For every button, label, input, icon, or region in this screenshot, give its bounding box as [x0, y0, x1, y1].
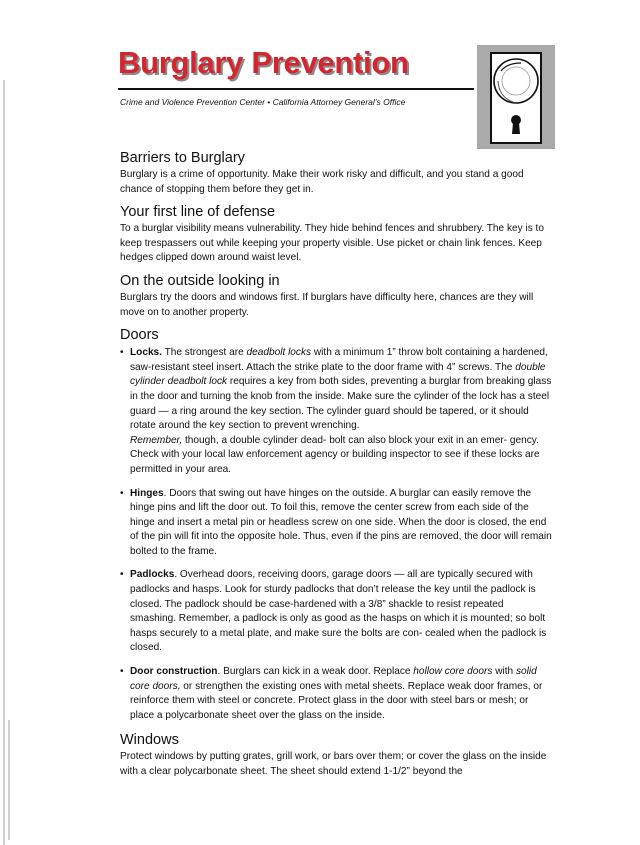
locks-italic-double-cylinder: double cylinder deadbolt lock — [130, 361, 546, 388]
construction-lead: Door construction — [130, 666, 218, 678]
locks-note-italic: Remember, — [130, 434, 183, 446]
article-body — [120, 150, 552, 787]
paragraph-barriers: Burglary is a crime of opportunity. Make their work risky and difficult, and you stand a good chance of stopping them before they get in. — [120, 169, 524, 195]
door-knob-lock-illustration — [477, 45, 555, 149]
locks-text-2: with a minimum 1” throw bolt containing a hardened, saw-resistant steel insert. Attach the strike plate to the door frame with 4” screws. The — [130, 347, 548, 373]
heading-doors: Doors — [120, 327, 159, 344]
scan-left-edge-lower — [8, 720, 10, 840]
page-title: Burglary Prevention — [118, 45, 409, 80]
section-doors — [120, 327, 552, 723]
hinges-text: . Doors that swing out have hinges on the outside. A burglar can easily remove the hinge pins and lift the door out. To foil this, remove the center screw from each side of the hinge and insert a metal pin or headless screw on one side. When the door is closed, the end of the pin will fit into the opposite hole. Thus, even if the pins are removed, the door will remain bolted to the frame. — [130, 487, 552, 557]
paragraph-outside: Burglars try the doors and windows first. If burglars have difficulty here, chances are they will move on to another property. — [120, 291, 534, 318]
bullet-marker: • — [120, 666, 124, 678]
scan-left-edge — [3, 80, 5, 845]
list-item-padlocks — [120, 568, 552, 656]
bullet-marker: • — [120, 347, 124, 359]
padlocks-lead: Padlocks — [130, 569, 175, 581]
publisher-subtitle: Crime and Violence Prevention Center • California Attorney General’s Office — [120, 97, 406, 107]
section-barriers — [120, 150, 552, 197]
construction-text-2: with — [492, 666, 516, 678]
construction-italic-solid: solid core doors, — [130, 666, 537, 692]
heading-windows: Windows — [120, 732, 179, 749]
locks-text-1: The strongest are — [161, 347, 247, 359]
padlocks-text: . Overhead doors, receiving doors, garage doors — all are typically secured with padlocks and hasps. Look for sturdy padlocks that don’t release the key until the padlock is closed. The padlock should be case-hardened with a 3/8” shackle to resist repeated smashing. Remember, a padlock is only as good as the hasps on which it is mounted; so bolt hasps securely to a metal plate, and make sure the bolts are con- cealed when the padlock is closed. — [130, 569, 547, 654]
bullet-marker: • — [120, 487, 124, 499]
section-outside — [120, 273, 552, 320]
locks-lead: Locks. — [130, 347, 162, 359]
doors-list — [120, 346, 552, 723]
paragraph-first-line: To a burglar visibility means vulnerability. They hide behind fences and shrubbery. The key is to keep trespassers out while keeping your property visible. Use picket or chain link fences. Keep hedges clipped down around waist level. — [120, 223, 544, 264]
section-windows — [120, 732, 552, 779]
section-first-line — [120, 204, 552, 266]
list-item-door-construction — [120, 665, 552, 723]
construction-text-3: or strengthen the existing ones with metal sheets. Replace weak door frames, or reinforce them with steel or concrete. Protect glass in the door with steel bars or mesh; or place a polycarbonate sheet over the glass on the inside. — [130, 680, 543, 721]
locks-text-3: requires a key from both sides, preventing a burglar from breaking glass in the door and turning the knob from the inside. Make sure the cylinder of the lock has a steel guard — a ring around the key section. The cylinder guard should be tapered, or it should rotate around the key section to prevent wrenching. — [130, 376, 552, 432]
list-item-locks — [120, 346, 552, 477]
hinges-lead: Hinges — [130, 487, 164, 499]
construction-italic-hollow: hollow core doors — [413, 666, 493, 678]
bullet-marker: • — [120, 569, 124, 581]
title-rule — [118, 88, 474, 90]
list-item-hinges — [120, 487, 552, 560]
construction-text-1: . Burglars can kick in a weak door. Replace — [217, 666, 414, 678]
paragraph-windows: Protect windows by putting grates, grill work, or bars over them; or cover the glass on the inside with a clear polycarbonate sheet. The sheet should extend 1-1/2” beyond the — [120, 751, 547, 777]
heading-first-line: Your first line of defense — [120, 204, 276, 221]
locks-note — [130, 434, 552, 478]
locks-italic-deadbolt: deadbolt locks — [246, 347, 312, 359]
locks-note-text: though, a double cylinder dead- bolt can also block your exit in an emer- gency. Check with your local law enforcement agency or building inspector to see if these locks are permitted in your area. — [130, 434, 540, 475]
heading-barriers: Barriers to Burglary — [120, 150, 245, 166]
heading-outside: On the outside looking in — [120, 272, 280, 289]
